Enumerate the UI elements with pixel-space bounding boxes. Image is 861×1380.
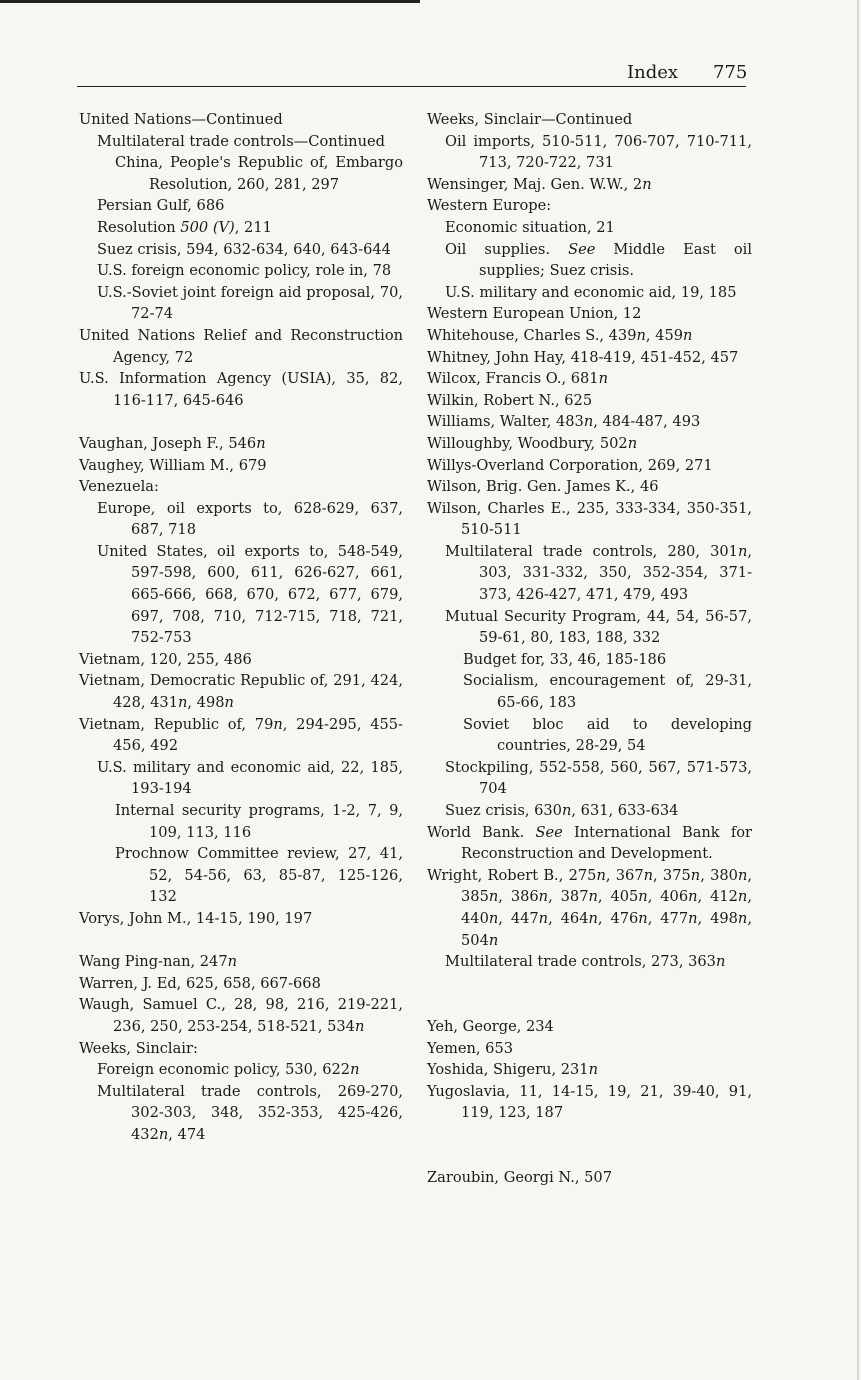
index-entry: Wilcox, Francis O., 681n (427, 370, 609, 388)
page-number: 775 (713, 62, 748, 83)
index-entry: Yemen, 653 (427, 1039, 514, 1057)
index-entry: Venezuela: (79, 478, 159, 496)
index-entry: Western Europe: (427, 197, 552, 215)
index-entry: United Nations—Continued (79, 111, 283, 128)
section-gap (427, 973, 752, 995)
index-subentry: Soviet bloc aid to developing countries, 28-29, 54 (463, 715, 752, 755)
index-subentry: U.S.-Soviet joint foreign aid proposal, 70, 72-74 (97, 283, 403, 323)
index-entry: United Nations Relief and Reconstruction Agency, 72 (79, 326, 403, 366)
index-subentry: China, People's Republic of, Embargo Resolution, 260, 281, 297 (115, 154, 403, 193)
index-subentry: U.S. military and economic aid, 22, 185, 193-194 (97, 758, 403, 798)
index-entry: Yugoslavia, 11, 14-15, 19, 21, 39-40, 91, 119, 123, 187 (427, 1082, 752, 1122)
index-subentry: Economic situation, 21 (445, 218, 615, 236)
index-entry: Whitney, John Hay, 418-419, 451-452, 457 (427, 348, 739, 366)
index-entry: Willys-Overland Corporation, 269, 271 (427, 456, 713, 474)
index-entry: Vietnam, 120, 255, 486 (79, 650, 252, 668)
index-subentry: Oil supplies. See Middle East oil supplies; Suez crisis. (445, 240, 752, 280)
index-entry: Warren, J. Ed, 625, 658, 667-668 (79, 974, 321, 992)
index-entry: Weeks, Sinclair—Continued (427, 111, 633, 128)
index-entry: Vaughey, William M., 679 (79, 456, 267, 474)
index-subentry: Mutual Security Program, 44, 54, 56-57, 59-61, 80, 183, 188, 332 (445, 607, 752, 647)
index-subentry: Foreign economic policy, 530, 622n (97, 1061, 360, 1079)
index-subentry: Suez crisis, 630n, 631, 633-634 (445, 802, 679, 819)
index-entry: World Bank. See International Bank for Reconstruction and Development. (427, 823, 752, 863)
header-title: Index (627, 62, 679, 83)
index-subentry: Resolution 500 (V), 211 (97, 218, 272, 236)
index-entry: Vietnam, Democratic Republic of, 291, 424, 428, 431n, 498n (79, 672, 403, 712)
index-entry: Weeks, Sinclair: (79, 1039, 198, 1057)
index-entry: Yoshida, Shigeru, 231n (427, 1061, 598, 1079)
index-subentry: Multilateral trade controls, 269-270, 302-303, 348, 352-353, 425-426, 432n, 474 (97, 1082, 403, 1143)
index-column-left (79, 109, 403, 1146)
index-entry: Wang Ping-nan, 247n (79, 953, 238, 971)
scan-page-edge (857, 0, 859, 1380)
index-subentry: Internal security programs, 1-2, 7, 9, 109, 113, 116 (115, 802, 403, 841)
section-gap (427, 994, 752, 1016)
index-entry: Western European Union, 12 (427, 305, 642, 323)
index-subentry: Multilateral trade controls, 280, 301n, 303, 331-332, 350, 352-354, 371-373, 426-427, 471, 479, 493 (445, 542, 752, 604)
index-entry: Williams, Walter, 483n, 484-487, 493 (427, 413, 701, 431)
index-entry: Wilkin, Robert N., 625 (427, 391, 593, 409)
index-entry: Waugh, Samuel C., 28, 98, 216, 219-221, 236, 250, 253-254, 518-521, 534n (79, 996, 403, 1035)
index-entry: Willoughby, Woodbury, 502n (427, 434, 638, 452)
index-subentry: Prochnow Committee review, 27, 41, 52, 54-56, 63, 85-87, 125-126, 132 (115, 845, 403, 906)
index-column-right (427, 109, 752, 1189)
index-entry: U.S. Information Agency (USIA), 35, 82, 116-117, 645-646 (79, 370, 403, 409)
index-subentry: Budget for, 33, 46, 185-186 (463, 650, 667, 668)
index-entry: Vaughan, Joseph F., 546n (79, 434, 266, 452)
index-subentry: Multilateral trade controls, 273, 363n (445, 953, 726, 971)
index-entry: Wilson, Charles E., 235, 333-334, 350-351, 510-511 (427, 499, 752, 539)
index-entry: Wensinger, Maj. Gen. W.W., 2n (427, 175, 652, 193)
section-gap (427, 1124, 752, 1146)
index-subentry: Persian Gulf, 686 (97, 197, 225, 215)
index-entry: Wright, Robert B., 275n, 367n, 375n, 380n, 385n, 386n, 387n, 405n, 406n, 412n, 440n, 447n, 464n, 476n, 477n, 498n, 504n (427, 866, 753, 949)
section-gap (427, 1146, 752, 1168)
index-subentry: Stockpiling, 552-558, 560, 567, 571-573, 704 (445, 758, 752, 798)
index-subentry: United States, oil exports to, 548-549, 597-598, 600, 611, 626-627, 661, 665-666, 668, 670, 672, 677, 679, 697, 708, 710, 712-715, 718, 721, 752-753 (97, 542, 403, 647)
index-subentry: Oil imports, 510-511, 706-707, 710-711, 713, 720-722, 731 (445, 132, 752, 172)
section-gap (79, 930, 403, 952)
scan-top-rule (0, 0, 420, 3)
index-subentry: Europe, oil exports to, 628-629, 637, 687, 718 (97, 499, 403, 539)
index-entry: Vorys, John M., 14-15, 190, 197 (79, 909, 313, 927)
index-entry: Vietnam, Republic of, 79n, 294-295, 455-456, 492 (79, 715, 403, 755)
section-gap (79, 411, 403, 433)
running-header (77, 60, 746, 87)
index-subentry: Socialism, encouragement of, 29-31, 65-66, 183 (463, 672, 752, 712)
index-entry: Wilson, Brig. Gen. James K., 46 (427, 478, 659, 496)
index-subentry: Suez crisis, 594, 632-634, 640, 643-644 (97, 240, 391, 258)
index-entry: Yeh, George, 234 (427, 1017, 554, 1035)
index-subentry: U.S. foreign economic policy, role in, 78 (97, 262, 392, 280)
index-entry: Zaroubin, Georgi N., 507 (427, 1169, 613, 1187)
index-subentry: Multilateral trade controls—Continued (97, 132, 385, 150)
index-entry: Whitehouse, Charles S., 439n, 459n (427, 326, 693, 344)
index-subentry: U.S. military and economic aid, 19, 185 (445, 283, 737, 301)
